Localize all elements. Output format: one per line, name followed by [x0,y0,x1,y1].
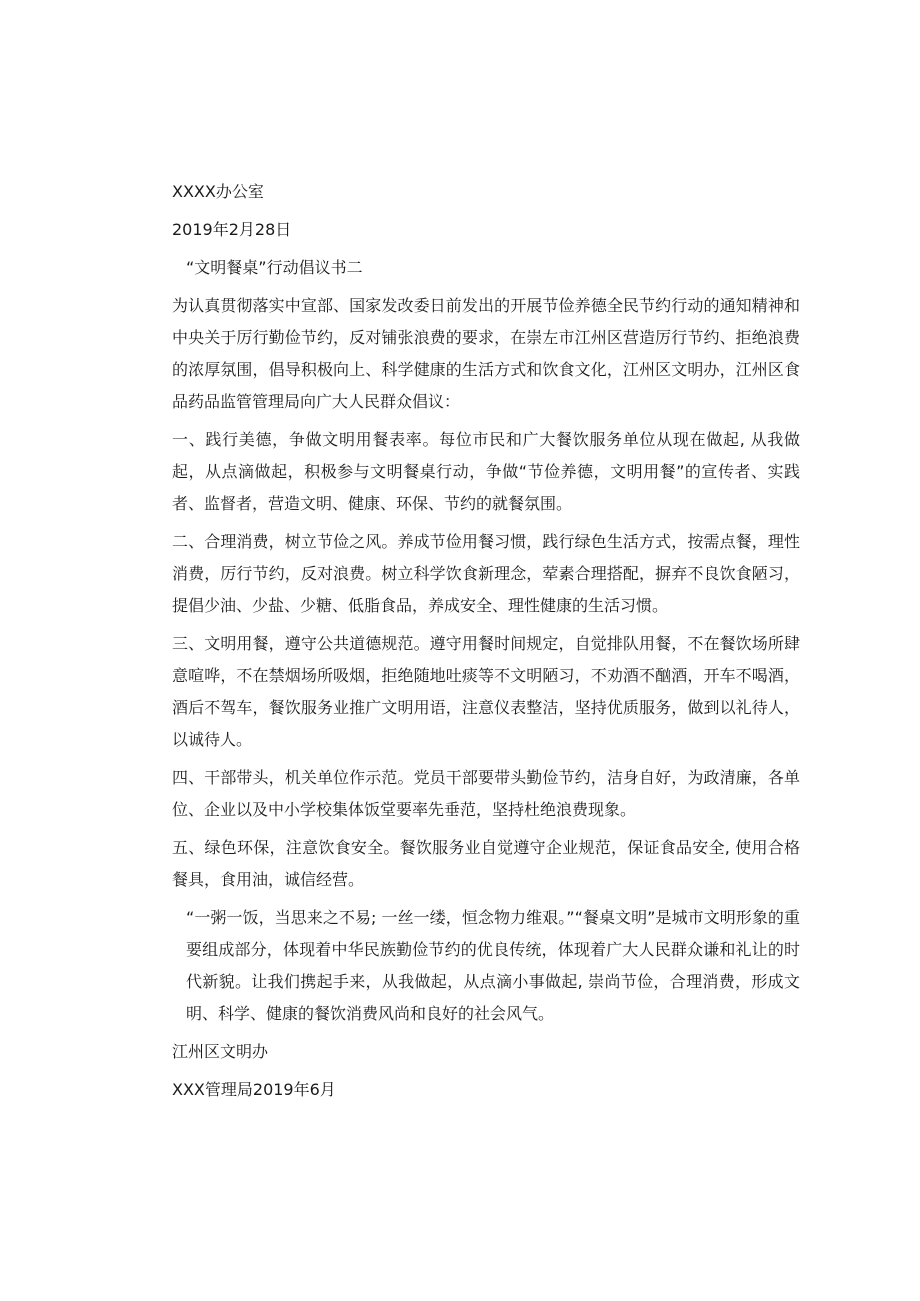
office-name: XXXX办公室 [172,182,264,201]
proposal-item-1: 一、践行美德，争做文明用餐表率。每位市民和广大餐饮服务单位从现在做起, 从我做起，从点滴做起，积极参与文明餐桌行动，争做“节俭养德，文明用餐”的宣传者、实践者、监督者，营造文明、健康、环保、节约的就餐氛围。 [172,430,800,513]
issue-date: 2019年2月28日 [172,220,292,239]
proposal-item-3: 三、文明用餐，遵守公共道德规范。遵守用餐时间规定，自觉排队用餐，不在餐饮场所肆意喧哗，不在禁烟场所吸烟，拒绝随地吐痰等不文明陋习，不劝酒不酗酒，开车不喝酒，酒后不驾车，餐饮服务业推广文明用语，注意仪表整洁，坚持优质服务，做到以礼待人，以诚待人。 [172,634,800,749]
signature-org-2: XXX管理局2019年6月 [172,1080,336,1099]
document-title: “文明餐桌”行动倡议书二 [186,258,363,277]
document-body [172,176,800,1112]
proposal-item-2: 二、合理消费，树立节俭之风。养成节俭用餐习惯，践行绿色生活方式，按需点餐，理性消费，厉行节约，反对浪费。树立科学饮食新理念，荤素合理搭配，摒弃不良饮食陋习，提倡少油、少盐、少糖、低脂食品，养成安全、理性健康的生活习惯。 [172,532,800,615]
proposal-item-4: 四、干部带头，机关单位作示范。党员干部要带头勤俭节约，洁身自好，为政清廉，各单位、企业以及中小学校集体饭堂要率先垂范，坚持杜绝浪费现象。 [172,768,800,819]
proposal-item-5: 五、绿色环保，注意饮食安全。餐饮服务业自觉遵守企业规范，保证食品安全, 使用合格餐具，食用油，诚信经营。 [172,838,800,889]
intro-paragraph: 为认真贯彻落实中宣部、国家发改委日前发出的开展节俭养德全民节约行动的通知精神和中央关于厉行勤俭节约，反对铺张浪费的要求，在崇左市江州区营造厉行节约、拒绝浪费的浓厚氛围，倡导积极向上、科学健康的生活方式和饮食文化，江州区文明办，江州区食品药品监管管理局向广大人民群众倡议： [172,296,800,411]
closing-paragraph: “一粥一饭，当思来之不易; 一丝一缕，恒念物力维艰。”“餐桌文明”是城市文明形象的重要组成部分，体现着中华民族勤俭节约的优良传统，体现着广大人民群众谦和礼让的时代新貌。让我们携起手来，从我做起，从点滴小事做起, 崇尚节俭，合理消费，形成文明、科学、健康的餐饮消费风尚和良好的社会风气。 [186,908,800,1023]
signature-org-1: 江州区文明办 [172,1042,269,1061]
